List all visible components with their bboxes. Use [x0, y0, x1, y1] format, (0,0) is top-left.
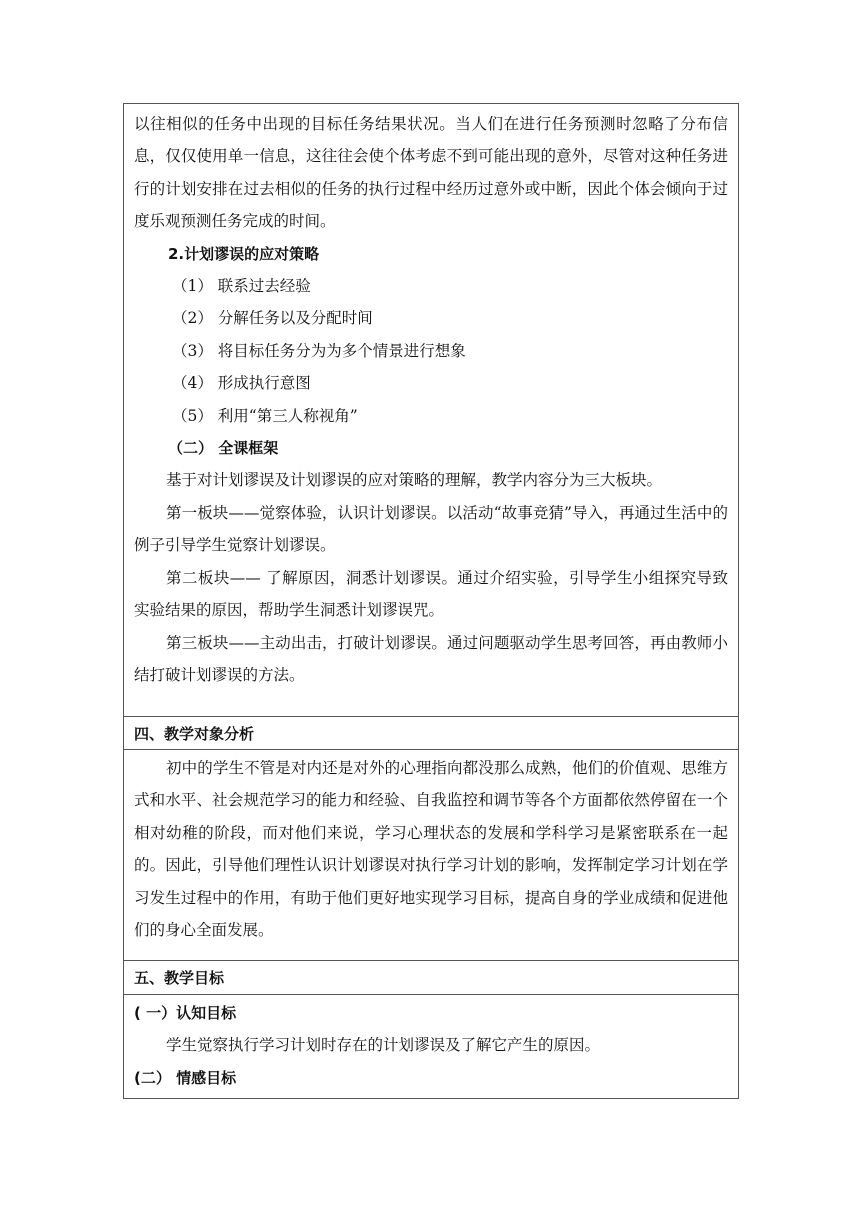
framework-paragraph: 第一板块——觉察体验，认识计划谬误。以活动“故事竞猜”导入，再通过生活中的例子引导学生觉察计划谬误。 — [134, 503, 728, 555]
section5-body-cell — [124, 994, 738, 1098]
intro-paragraph: 以往相似的任务中出现的目标任务结果状况。当人们在进行任务预测时忽略了分布信息，仅仅使用单一信息，这往往会使个体考虑不到可能出现的意外，尽管对这种任务进行的计划安排在过去相似的任务的执行过程中经历过意外或中断，因此个体会倾向于过度乐观预测任务完成的时间。 — [134, 115, 728, 231]
section5-header-cell — [124, 960, 738, 994]
section4-title: 四、教学对象分析 — [134, 725, 255, 743]
lesson-plan-table — [123, 103, 739, 1099]
framework-paragraph: 基于对计划谬误及计划谬误的应对策略的理解，教学内容分为三大板块。 — [166, 471, 663, 490]
framework-heading: （二） 全课框架 — [168, 439, 279, 458]
section4-header-cell — [124, 716, 738, 749]
section4-paragraph: 初中的学生不管是对内还是对外的心理指向都没那么成熟，他们的价值观、思维方式和水平、社会规范学习的能力和经验、自我监控和调节等各个方面都依然停留在一个相对幼稚的阶段，而对他们来说，学习心理状态的发展和学科学习是紧密联系在一起的。因此，引导他们理性认识计划谬误对执行学习计划的影响，发挥制定学习计划在学习发生过程中的作用，有助于他们更好地实现学习目标，提高自身的学业成绩和促进他们的身心全面发展。 — [134, 759, 728, 940]
strategy-item: （1） 联系过去经验 — [172, 277, 311, 296]
section4-body-cell — [124, 749, 738, 960]
section5-title: 五、教学目标 — [134, 969, 225, 987]
goal2-heading: (二） 情感目标 — [134, 1068, 237, 1087]
strategy-item: （2） 分解任务以及分配时间 — [172, 309, 373, 328]
content-cell — [124, 104, 738, 716]
strategy-item: （5） 利用“第三人称视角” — [172, 406, 358, 425]
strategy-heading: 2.计划谬误的应对策略 — [168, 244, 320, 263]
goal1-text: 学生觉察执行学习计划时存在的计划谬误及了解它产生的原因。 — [166, 1036, 601, 1055]
framework-paragraph: 第二板块—— 了解原因，洞悉计划谬误。通过介绍实验，引导学生小组探究导致实验结果的原因，帮助学生洞悉计划谬误咒。 — [134, 568, 728, 620]
strategy-item: （4） 形成执行意图 — [172, 374, 311, 393]
strategy-item: （3） 将目标任务分为为多个情景进行想象 — [172, 341, 466, 360]
goal1-heading: ( 一）认知目标 — [134, 1004, 237, 1022]
framework-paragraph: 第三板块——主动出击，打破计划谬误。通过问题驱动学生思考回答，再由教师小结打破计划谬误的方法。 — [134, 633, 728, 684]
